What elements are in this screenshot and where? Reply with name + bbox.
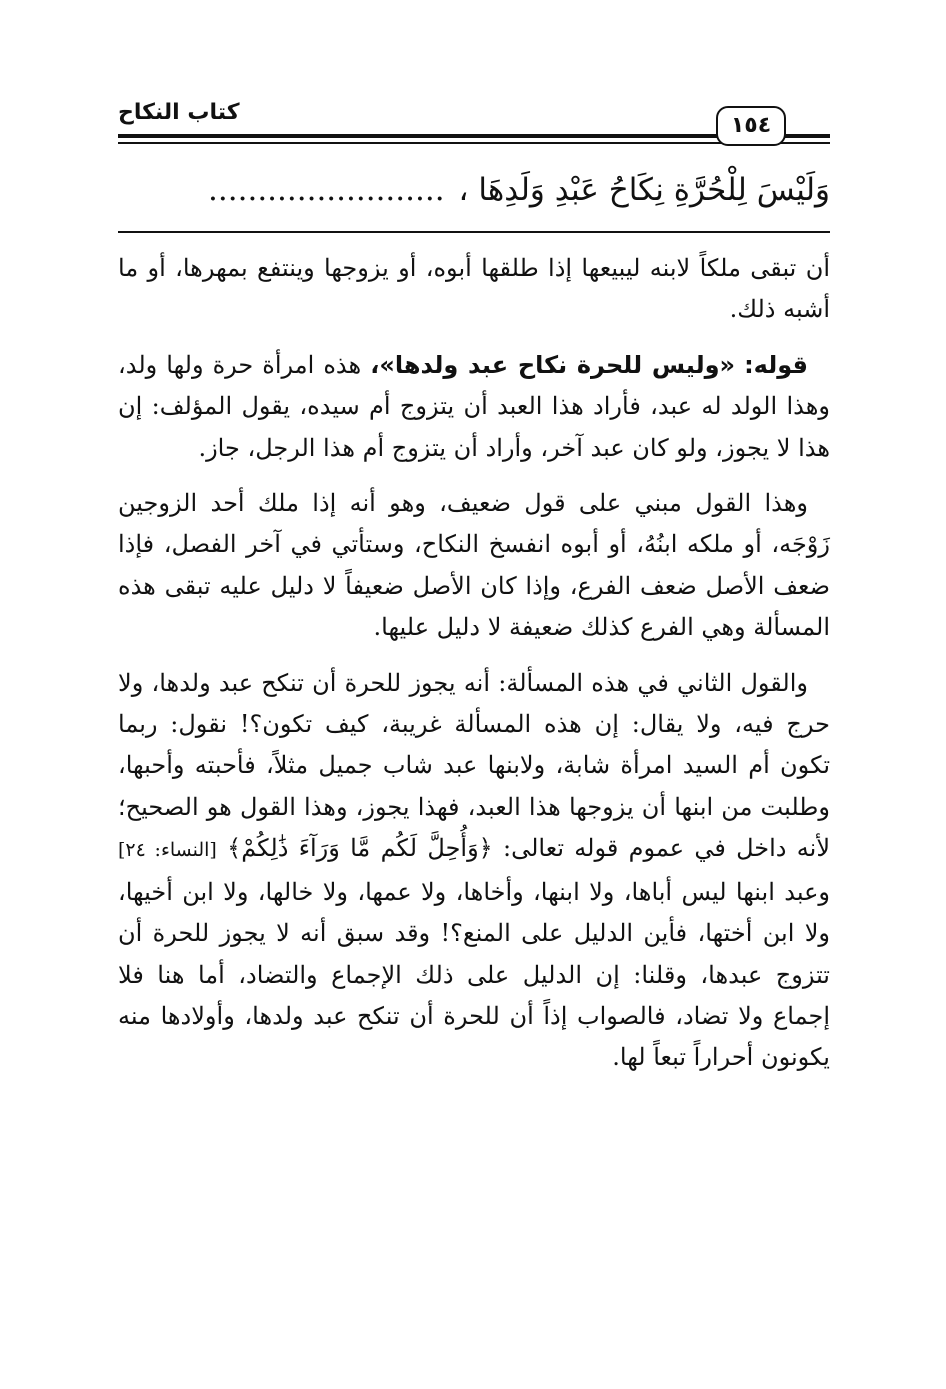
qawluhu-label: قوله: (744, 350, 808, 379)
quran-verse: ﴿وَأُحِلَّ لَكُم مَّا وَرَآءَ ذَٰلِكُمْ﴾ (227, 834, 493, 863)
verse-reference: [النساء: ٢٤] (118, 839, 217, 862)
paragraph-2-text: هذه امرأة حرة ولها ولد، وهذا الولد له عبد، فأراد هذا العبد أن يتزوج أم سيده، يقول المؤلف: إن هذا لا يجوز، ولو كان عبد آخر، وأراد أن يتزوج أم هذا الرجل، جاز. (118, 350, 830, 462)
running-title: كتاب النكاح (118, 100, 240, 125)
matn-dots: ........................ (208, 172, 445, 208)
paragraph-3: وهذا القول مبني على قول ضعيف، وهو أنه إذا ملك أحد الزوجين زَوْجَه، أو ملكه ابنُهُ، أو أبوه انفسخ النكاح، وستأتي في آخر الفصل، فإذا ضعف الأصل ضعف الفرع، وإذا كان الأصل ضعيفاً لا دليل عليه تبقى هذه المسألة وهي الفرع كذلك ضعيفة لا دليل عليها. (118, 489, 830, 642)
paragraph-4 (118, 663, 830, 1079)
commentary-body (118, 248, 830, 1093)
page-header (118, 96, 830, 146)
matn-line (118, 160, 830, 220)
matn-text: وَلَيْسَ لِلْحُرَّةِ نِكَاحُ عَبْدِ وَلَدِهَا ، (458, 172, 830, 208)
paragraph-1: أن تبقى ملكاً لابنه ليبيعها إذا طلقها أبوه، أو يزوجها وينتفع بمهرها، أو ما أشبه ذلك. (118, 254, 830, 324)
matn-quote: «وليس للحرة نكاح عبد ولدها»، (370, 350, 736, 379)
matn-separator (118, 231, 830, 233)
page-number: ١٥٤ (716, 106, 786, 146)
paragraph-4-text-a: والقول الثاني في هذه المسألة: أنه يجوز للحرة أن تنكح عبد ولدها، ولا حرج فيه، ولا يقال: إن هذه المسألة غريبة، كيف تكون؟! نقول: ربما تكون أم السيد امرأة شابة، ولابنها عبد شاب جميل مثلاً، فأحبته وأحبها، وطلبت من ابنها أن يزوجها هذا العبد، فهذا يجوز، وهذا القول هو الصحيح؛ لأنه داخل في عموم قوله تعالى: (118, 668, 831, 863)
paragraph-2 (118, 345, 830, 469)
paragraph-4-text-b: وعبد ابنها ليس أباها، ولا ابنها، وأخاها، ولا عمها، ولا خالها، ولا ابن أخيها، ولا ابن أختها، فأين الدليل على المنع؟! وقد سبق أنه لا يجوز للحرة أن تتزوج عبدها، وقلنا: إن الدليل على ذلك الإجماع والتضاد، أما هنا فلا إجماع ولا تضاد، فالصواب إذاً أن للحرة أن تنكح عبد ولدها، وأولادها منه يكونون أحراراً تبعاً لها. (118, 877, 830, 1072)
